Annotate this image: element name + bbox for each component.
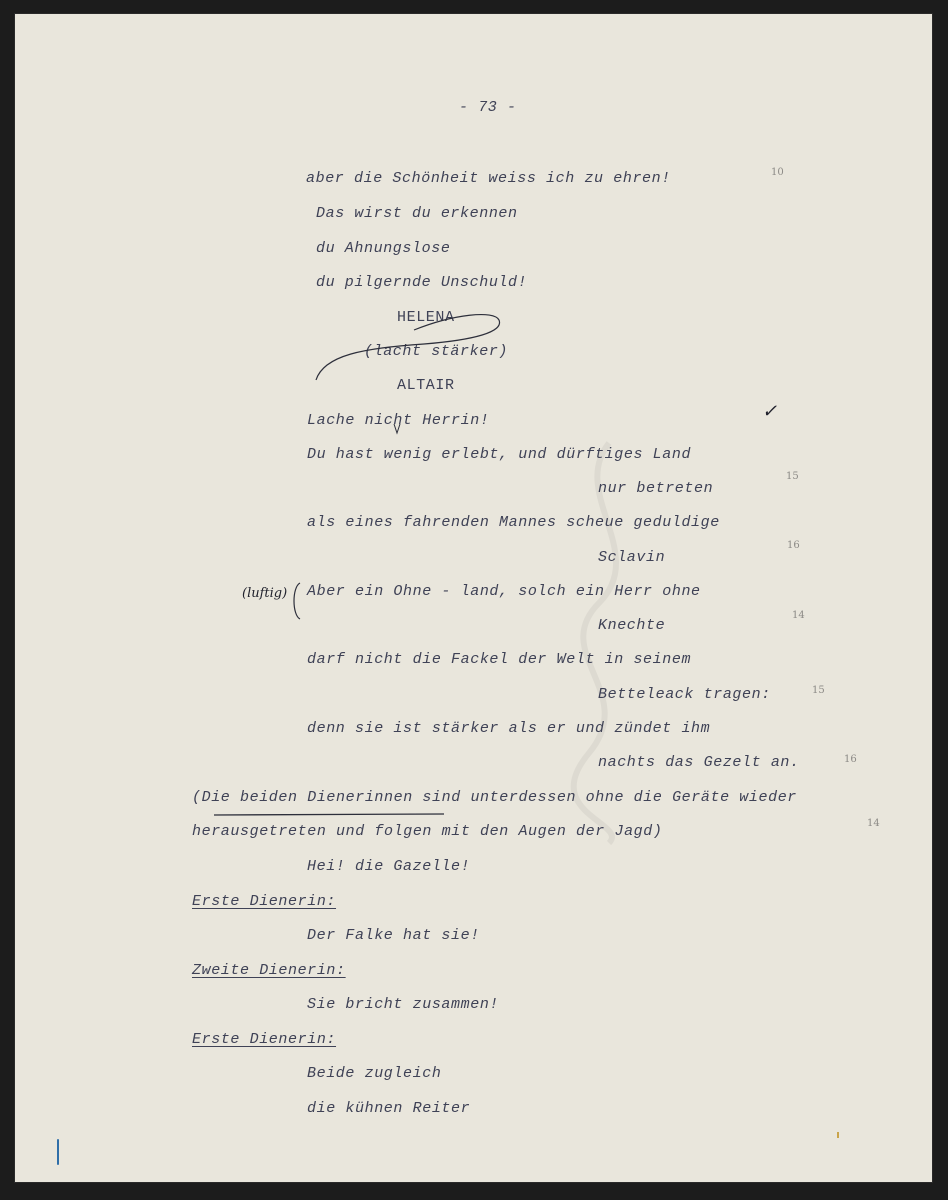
margin-line-number: 15: [786, 471, 799, 482]
verse-line: Beide zugleich: [307, 1065, 442, 1082]
verse-line: Du hast wenig erlebt, und dürftiges Land: [307, 446, 692, 463]
verse-line: Knechte: [598, 617, 666, 634]
speaker-name: HELENA: [397, 309, 455, 326]
checkmark-annotation: ✓: [762, 401, 778, 422]
document-page: [14, 13, 933, 1183]
speaker-name: ALTAIR: [397, 377, 455, 394]
margin-annotation: (luftig): [242, 586, 288, 601]
speaker-name: Erste Dienerin:: [192, 1031, 337, 1048]
verse-line: Aber ein Ohne - land, solch ein Herr ohne: [307, 583, 701, 600]
verse-line: Sie bricht zusammen!: [307, 996, 500, 1013]
speaker-name: Zweite Dienerin:: [192, 962, 346, 979]
underline-stroke: [214, 809, 454, 819]
margin-line-number: 14: [867, 818, 880, 829]
bracket-mark: [286, 581, 302, 621]
handwritten-swash: [304, 310, 514, 390]
verse-line: du Ahnungslose: [316, 240, 451, 257]
verse-line: nur betreten: [598, 480, 714, 497]
margin-line-number: 14: [792, 610, 805, 621]
margin-line-number: 16: [787, 540, 800, 551]
verse-line: denn sie ist stärker als er und zündet ihm: [307, 720, 711, 737]
verse-line: Betteleack tragen:: [598, 686, 771, 703]
ink-speck: [837, 1132, 839, 1138]
verse-line: nachts das Gezelt an.: [598, 754, 800, 771]
verse-line: darf nicht die Fackel der Welt in seinem: [307, 651, 692, 668]
verse-line: als eines fahrenden Mannes scheue geduldige: [307, 514, 720, 531]
verse-line: du pilgernde Unschuld!: [316, 274, 528, 291]
page-number: - 73 -: [459, 99, 517, 116]
margin-line-number: 10: [771, 167, 784, 178]
verse-line: Hei! die Gazelle!: [307, 858, 471, 875]
stage-direction: herausgetreten und folgen mit den Augen der Jagd): [192, 823, 663, 840]
speaker-name: Erste Dienerin:: [192, 893, 337, 910]
verse-line: aber die Schönheit weiss ich zu ehren!: [306, 170, 671, 187]
stage-direction: (Die beiden Dienerinnen sind unterdessen ohne die Geräte wieder: [192, 789, 797, 806]
verse-line: Das wirst du erkennen: [316, 205, 518, 222]
margin-line-number: 15: [812, 685, 825, 696]
verse-line: Der Falke hat sie!: [307, 927, 480, 944]
insertion-mark: [392, 423, 402, 435]
verse-line: die kühnen Reiter: [307, 1100, 471, 1117]
stage-direction: (lacht stärker): [364, 343, 509, 360]
blue-margin-mark: [57, 1139, 59, 1165]
margin-line-number: 16: [844, 754, 857, 765]
verse-line: Lache nicht Herrin!: [307, 412, 490, 429]
verse-line: Sclavin: [598, 549, 666, 566]
